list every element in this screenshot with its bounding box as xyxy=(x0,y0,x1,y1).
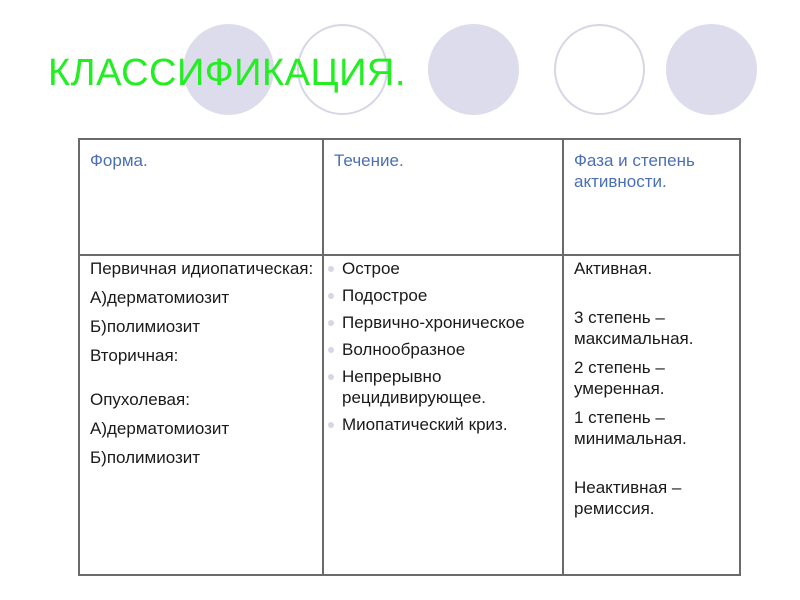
faza-active: Активная. xyxy=(574,259,653,278)
forma-tumor: Опухолевая: xyxy=(90,390,190,409)
faza-inactive: Неактивная – ремиссия. xyxy=(574,478,682,518)
bullet-icon xyxy=(328,347,334,353)
faza-degree-1: 1 степень – минимальная. xyxy=(574,408,687,448)
table-row xyxy=(79,255,740,575)
list-item: Миопатический криз. xyxy=(328,414,558,435)
techenie-list xyxy=(328,258,558,435)
cell-faza xyxy=(563,255,740,575)
decor-circle xyxy=(428,24,519,115)
classification-table xyxy=(78,138,741,576)
bullet-icon xyxy=(328,293,334,299)
forma-tumor-a: А)дерматомиозит xyxy=(90,419,230,438)
cell-techenie xyxy=(323,255,563,575)
list-item: Подострое xyxy=(328,285,558,306)
list-item: Волнообразное xyxy=(328,339,558,360)
header-techenie: Течение. xyxy=(323,139,563,255)
decor-circle xyxy=(554,24,645,115)
bullet-icon xyxy=(328,266,334,272)
decor-circle xyxy=(666,24,757,115)
forma-secondary: Вторичная: xyxy=(90,346,179,365)
list-item: Острое xyxy=(328,258,558,279)
slide-title: КЛАССИФИКАЦИЯ. xyxy=(48,52,406,94)
forma-primary: Первичная идиопатическая: xyxy=(90,259,314,278)
forma-primary-b: Б)полимиозит xyxy=(90,317,201,336)
faza-degree-2: 2 степень – умеренная. xyxy=(574,358,665,398)
faza-degree-3: 3 степень – максимальная. xyxy=(574,308,694,348)
table-header-row xyxy=(79,139,740,255)
forma-tumor-b: Б)полимиозит xyxy=(90,448,201,467)
header-faza: Фаза и степень активности. xyxy=(563,139,740,255)
bullet-icon xyxy=(328,320,334,326)
list-item: Первично-хроническое xyxy=(328,312,558,333)
list-item: Непрерывно рецидивирующее. xyxy=(328,366,558,408)
forma-primary-a: А)дерматомиозит xyxy=(90,288,230,307)
bullet-icon xyxy=(328,374,334,380)
cell-forma xyxy=(79,255,323,575)
header-forma: Форма. xyxy=(79,139,323,255)
bullet-icon xyxy=(328,422,334,428)
